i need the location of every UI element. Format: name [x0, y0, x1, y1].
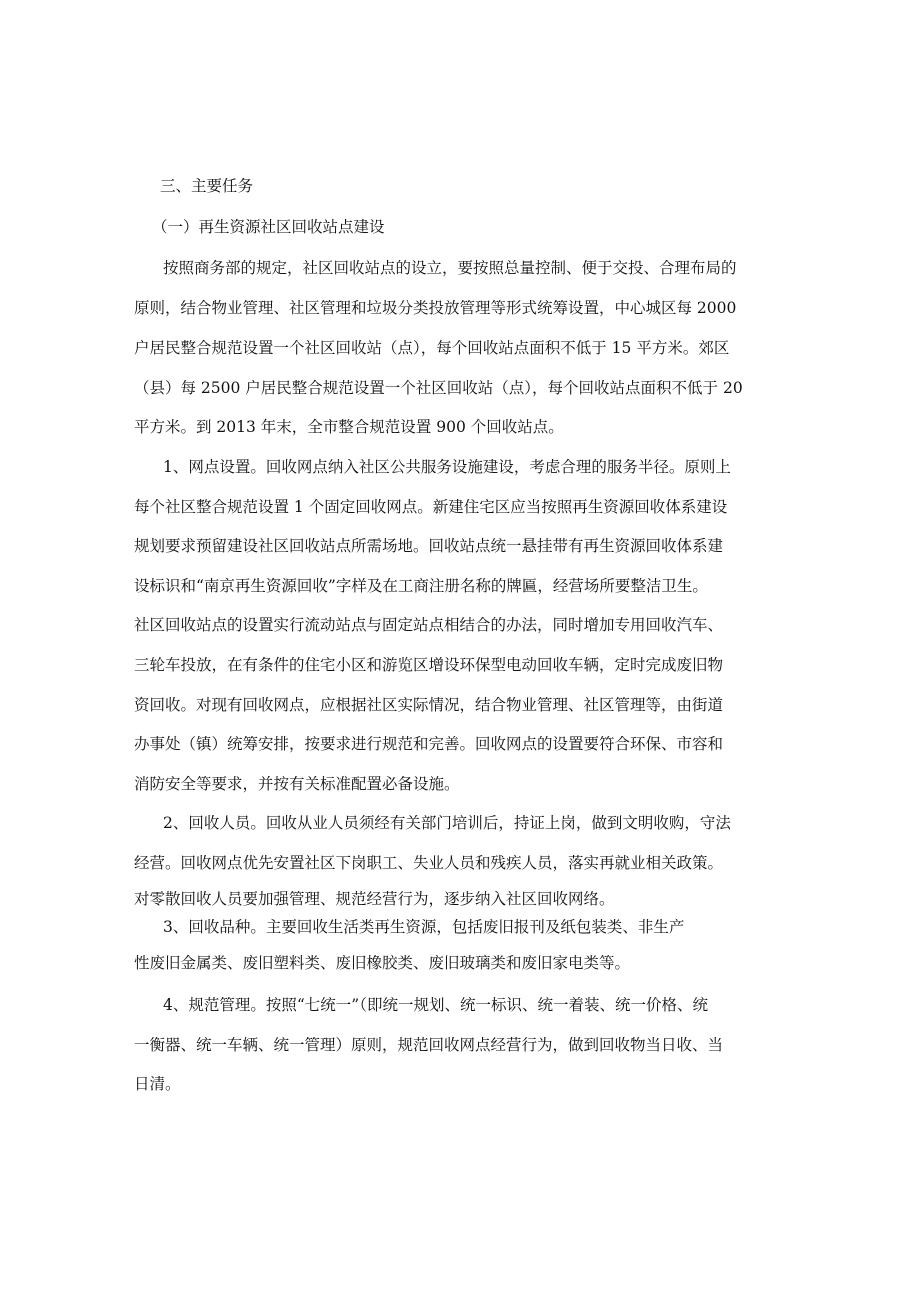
text-line: 社区回收站点的设置实行流动站点与固定站点相结合的办法，同时增加专用回收汽车、 — [134, 616, 724, 634]
text-line: 办事处（镇）统筹安排，按要求进行规范和完善。回收网点的设置要符合环保、市容和 — [134, 735, 724, 753]
text-line: 平方米。到 2013 年末，全市整合规范设置 900 个回收站点。 — [134, 418, 564, 436]
text-line: （县）每 2500 户居民整合规范设置一个社区回收站（点），每个回收站点面积不低于 20 — [134, 379, 743, 397]
text-line: 户居民整合规范设置一个社区回收站（点），每个回收站点面积不低于 15 平方米。郊区 — [134, 339, 730, 357]
text-line: 日清。 — [134, 1075, 181, 1093]
text-line: 按照商务部的规定，社区回收站点的设立，要按照总量控制、便于交投、合理布局的 — [163, 259, 737, 277]
text-line: 1、网点设置。回收网点纳入社区公共服务设施建设，考虑合理的服务半径。原则上 — [163, 458, 731, 476]
text-line: 经营。回收网点优先安置社区下岗职工、失业人员和残疾人员，落实再就业相关政策。 — [134, 854, 724, 872]
text-line: 对零散回收人员要加强管理、规范经营行为，逐步纳入社区回收网络。 — [134, 890, 615, 908]
text-line: 2、回收人员。回收从业人员须经有关部门培训后，持证上岗，做到文明收购，守法 — [163, 814, 731, 832]
text-line: 消防安全等要求，并按有关标准配置必备设施。 — [134, 775, 460, 793]
text-line: 三轮车投放，在有条件的住宅小区和游览区增设环保型电动回收车辆，定时完成废旧物 — [134, 656, 724, 674]
text-line: 一衡器、统一车辆、统一管理）原则，规范回收网点经营行为，做到回收物当日收、当 — [134, 1036, 724, 1054]
text-line: 资回收。对现有回收网点，应根据社区实际情况，结合物业管理、社区管理等，由街道 — [134, 696, 724, 714]
text-line: 规划要求预留建设社区回收站点所需场地。回收站点统一悬挂带有再生资源回收体系建 — [134, 537, 724, 555]
text-line: 每个社区整合规范设置 1 个固定回收网点。新建住宅区应当按照再生资源回收体系建设 — [134, 498, 728, 516]
text-line: 4、规范管理。按照“七统一”（即统一规划、统一标识、统一着装、统一价格、统 — [163, 996, 708, 1014]
subsection-heading: （一）再生资源社区回收站点建设 — [152, 218, 385, 236]
section-heading: 三、主要任务 — [160, 177, 254, 195]
text-line: 原则，结合物业管理、社区管理和垃圾分类投放管理等形式统筹设置，中心城区每 2000 — [134, 299, 737, 317]
text-line: 性废旧金属类、废旧塑料类、废旧橡胶类、废旧玻璃类和废旧家电类等。 — [134, 954, 631, 972]
text-line: 3、回收品种。主要回收生活类再生资源，包括废旧报刊及纸包装类、非生产 — [163, 918, 685, 936]
text-line: 设标识和“南京再生资源回收”字样及在工商注册名称的牌匾，经营场所要整洁卫生。 — [134, 577, 708, 595]
